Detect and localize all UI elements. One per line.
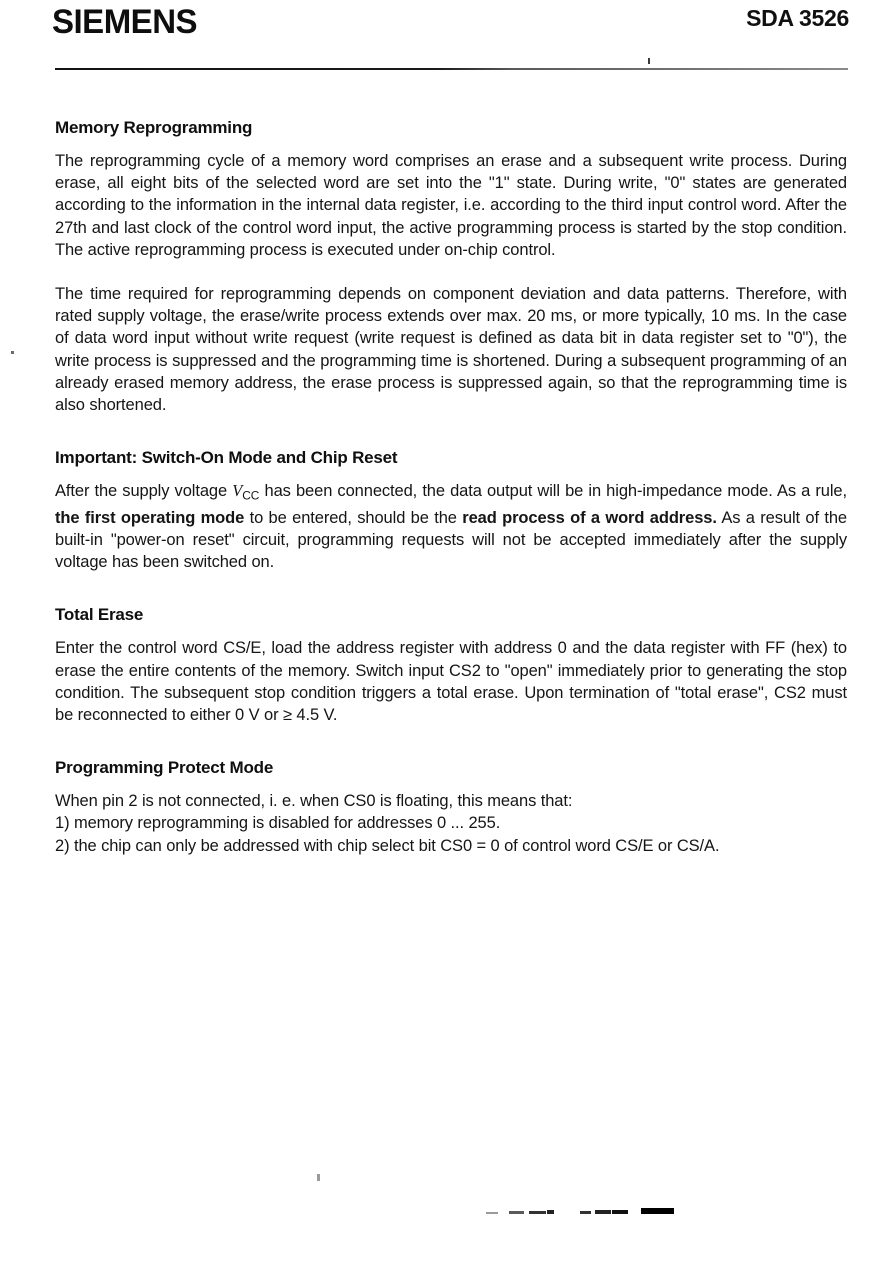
footer-dash xyxy=(486,1212,498,1214)
scan-speck xyxy=(11,351,14,354)
paragraph xyxy=(55,637,847,726)
text-run: After the supply voltage xyxy=(55,482,233,501)
scan-speck xyxy=(317,1174,320,1181)
paragraph xyxy=(55,835,847,857)
document-body xyxy=(55,118,847,889)
footer-dash xyxy=(529,1211,546,1214)
footer-dash xyxy=(641,1208,674,1214)
footer-dash xyxy=(612,1210,628,1214)
part-number: SDA 3526 xyxy=(746,5,849,31)
paragraph xyxy=(55,812,847,834)
section-heading: Important: Switch-On Mode and Chip Reset xyxy=(55,448,398,468)
text-run: The time required for reprogramming depends on component deviation and data patterns. Therefore, with rated supply voltage, the erase/write process extends over max. 20 ms, or more typically, 10 ms. In the case of data word input without write request (write request is defined as data bit in data register set to "0"), the write process is suppressed and the programming time is shortened. During a subsequent programming of an already erased memory address, the erase process is suppressed again, so that the reprogramming time is also shortened. xyxy=(55,285,847,415)
text-run-bold: read process of a word address. xyxy=(462,508,717,527)
text-run-bold: the first operating mode xyxy=(55,508,245,527)
text-run: 2) the chip can only be addressed with chip select bit CS0 = 0 of control word CS/E or CS/A. xyxy=(55,836,720,855)
section-heading: Total Erase xyxy=(55,605,144,625)
paragraph xyxy=(55,283,847,416)
section-total-erase xyxy=(55,605,847,726)
header-divider xyxy=(55,68,848,70)
section-programming-protect-mode xyxy=(55,758,847,857)
paragraph xyxy=(55,480,847,573)
text-run: The reprogramming cycle of a memory word comprises an erase and a subsequent write process. During erase, all eight bits of the selected word are set into the "1" state. During write, "0" states are generated according to the information in the internal data register, i.e. according to the third input control word. After the 27th and last clock of the control word input, the active programming process is started by the stop condition. The active reprogramming process is executed under on-chip control. xyxy=(55,152,847,259)
section-heading: Memory Reprogramming xyxy=(55,118,253,137)
siemens-logo: SIEMENS xyxy=(52,2,198,41)
paragraph xyxy=(55,150,847,261)
text-run: 1) memory reprogramming is disabled for addresses 0 ... 255. xyxy=(55,814,501,833)
footer-dash xyxy=(509,1211,524,1214)
paragraph xyxy=(55,790,847,812)
text-run: Enter the control word CS/E, load the address register with address 0 and the data register with FF (hex) to erase the entire contents of the memory. Switch input CS2 to "open" immediately prior to generating the stop condition. The subsequent stop condition triggers a total erase. Upon termination of "total erase", CS2 must be reconnected to either 0 V or ≥ 4.5 V. xyxy=(55,639,847,724)
scan-speck xyxy=(648,58,650,64)
section-memory-reprogramming xyxy=(55,118,847,416)
footer-dash xyxy=(547,1210,554,1214)
text-run: to be entered, should be the xyxy=(244,508,463,527)
text-run-subscript: CC xyxy=(242,488,260,503)
section-switch-on-mode xyxy=(55,448,847,573)
section-heading: Programming Protect Mode xyxy=(55,758,274,778)
footer-dash xyxy=(595,1210,611,1214)
text-run-italic-serif: V xyxy=(232,481,243,501)
text-run: When pin 2 is not connected, i. e. when CS0 is floating, this means that: xyxy=(55,792,573,811)
text-run: As a result of the built-in "power-on reset" circuit, programming requests will not be accepted immediately after the supply voltage has been switched on. xyxy=(55,508,847,572)
text-run: has been connected, the data output will be in high-impedance mode. As a rule, xyxy=(259,482,847,501)
footer-dash xyxy=(580,1211,591,1214)
